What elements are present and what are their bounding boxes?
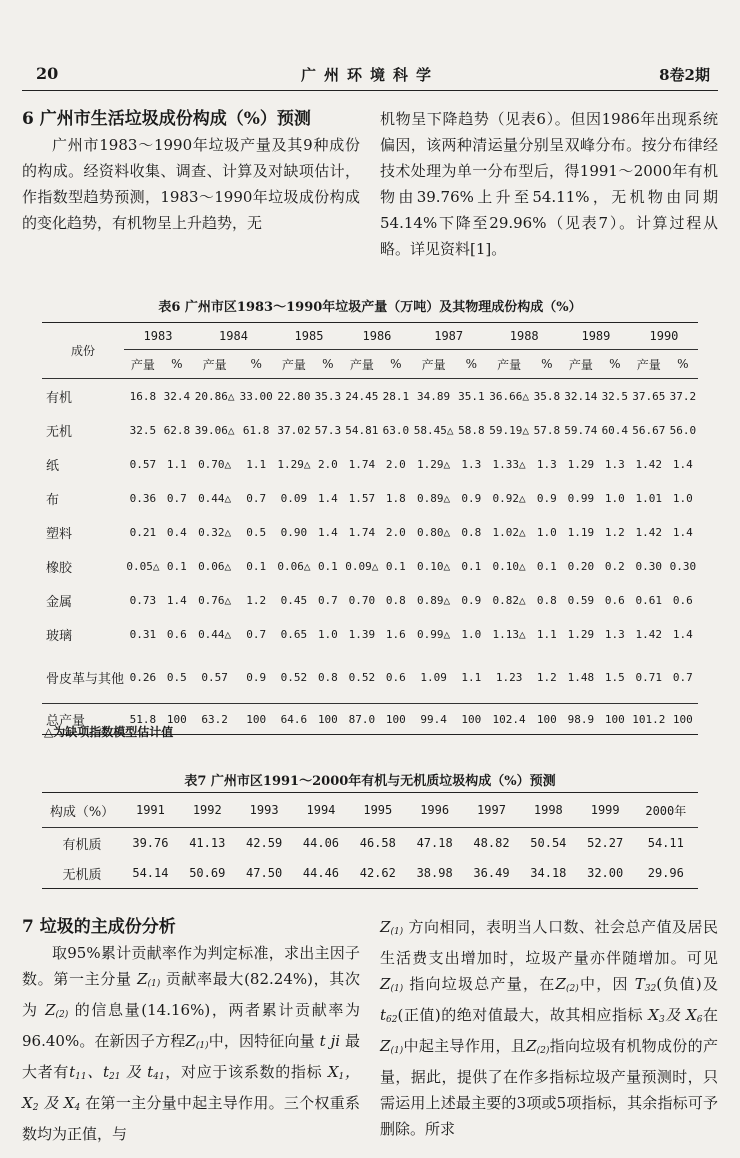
table6-cell: 1.8 <box>385 491 406 505</box>
table7-cell: 38.98 <box>416 866 453 880</box>
table6-cell: 0.99 <box>567 491 595 505</box>
table-row <box>42 858 698 889</box>
table6-cell: 1.48 <box>567 670 595 684</box>
table6-percent-subheader: % <box>456 350 486 379</box>
table6-cell: 100 <box>237 704 275 735</box>
table6-cell: 87.0 <box>343 704 381 735</box>
table6-cell: 1.1 <box>166 457 187 471</box>
text-span: 取95%累计贡献率作为判定标准，求出主因子数。第一主分量 <box>22 944 360 988</box>
table6-year-header: 1983 <box>124 323 192 350</box>
table6-output-subheader: 产量 <box>486 350 531 379</box>
table7-row-header: 构成（%） <box>42 793 122 828</box>
symbol-x3-x6: $X_3$及 $X_6$ <box>648 1006 703 1025</box>
table6-cell: 100 <box>456 704 486 735</box>
table6-cell: 1.1 <box>246 457 267 471</box>
table6-cell: 1.3 <box>604 457 625 471</box>
table6-output-subheader: 产量 <box>275 350 313 379</box>
table6-cell: 0.9 <box>536 491 557 505</box>
table6-cell: 1.2 <box>246 593 267 607</box>
running-header <box>22 62 718 91</box>
table6-cell: 1.23 <box>495 670 523 684</box>
table6-cell: 100 <box>668 704 698 735</box>
text-span: 指向垃圾有机物成份的产量，据此，提供了在作多指标垃圾产量预测时，只需运用上述最主要的3项或5项指标，其余指标可予删除。所求 <box>380 1037 718 1138</box>
table7-year-header: 1999 <box>577 793 634 828</box>
table6-cell: 63.2 <box>192 704 237 735</box>
section6-right-column <box>380 106 718 262</box>
table6-cell: 64.6 <box>275 704 313 735</box>
table-row <box>42 617 698 651</box>
text-span: 最大者有 <box>22 1032 360 1081</box>
table6-cell: 32.4 <box>163 389 191 403</box>
table6-cell: 0.6 <box>385 670 406 684</box>
table6-cell: 24.45 <box>345 389 379 403</box>
table6-cell: 0.6 <box>166 627 187 641</box>
table7-cell: 48.82 <box>473 836 510 850</box>
text-span: 中起主导作用，且 <box>403 1037 527 1055</box>
table7-row-label: 有机质 <box>62 837 102 853</box>
table6-cell: 0.6 <box>672 593 693 607</box>
section7-left-column <box>22 914 360 1147</box>
table6-cell: 100 <box>162 704 192 735</box>
table6-cell: 0.7 <box>246 627 267 641</box>
table6-output-subheader: 产量 <box>124 350 162 379</box>
table6-cell: 56.0 <box>669 423 697 437</box>
table6-cell: 0.99△ <box>417 627 451 641</box>
table6-cell: 1.3 <box>604 627 625 641</box>
symbol-Z2: $Z_{(2)}$ <box>526 1037 550 1056</box>
table6-cell: 63.0 <box>382 423 410 437</box>
table6-cell: 1.4 <box>317 525 338 539</box>
table6-cell: 99.4 <box>411 704 456 735</box>
table6-row-label: 无机 <box>46 424 73 440</box>
table6-cell: 0.32△ <box>198 525 232 539</box>
table7-cell: 42.62 <box>359 866 396 880</box>
table7-row-label: 无机质 <box>62 867 102 883</box>
table6-percent-subheader: % <box>532 350 562 379</box>
table7-cell: 36.49 <box>473 866 510 880</box>
table6-cell: 0.9 <box>246 670 267 684</box>
symbol-Z2: $Z_{(2)}$ <box>45 1001 69 1020</box>
table6-cell: 0.1 <box>246 559 267 573</box>
table7-year-header: 1995 <box>349 793 406 828</box>
table6-cell: 1.39 <box>348 627 376 641</box>
table6-year-header: 1988 <box>486 323 562 350</box>
table6-cell: 1.0 <box>672 491 693 505</box>
table7-header-row <box>42 793 698 828</box>
table6-year-header: 1987 <box>411 323 487 350</box>
table6-cell: 0.76△ <box>198 593 232 607</box>
table6-cell: 61.8 <box>242 423 270 437</box>
table6-cell: 54.81 <box>345 423 379 437</box>
table7-cell: 41.13 <box>189 836 226 850</box>
table6-cell: 1.4 <box>672 457 693 471</box>
table6-cell: 1.1 <box>461 670 482 684</box>
table6-cell: 35.1 <box>458 389 485 403</box>
table6-percent-subheader: % <box>600 350 630 379</box>
table6-cell: 102.4 <box>486 704 531 735</box>
table6-cell: 100 <box>600 704 630 735</box>
table6-cell: 0.8 <box>461 525 482 539</box>
table6-cell: 0.9 <box>461 593 482 607</box>
table7-cell: 54.14 <box>132 866 169 880</box>
issue-label: 8卷2期 <box>659 66 710 84</box>
table-row <box>42 651 698 704</box>
table6-cell: 0.59 <box>567 593 595 607</box>
table7-cell: 29.96 <box>647 866 684 880</box>
table7-cell: 47.18 <box>416 836 453 850</box>
table6-cell: 0.52 <box>348 670 376 684</box>
section6-paragraph-1: 广州市1983～1990年垃圾产量及其9种成份的构成。经资料收集、调查、计算及对缺项估计，作指数型趋势预测，1983～1990年垃圾成份构成的变化趋势，有机物呈上升趋势，无 <box>22 136 360 232</box>
table6-cell: 33.00 <box>239 389 273 403</box>
symbol-x-list: $X_1$，$X_2$ 及 $X_4$ <box>22 1063 360 1113</box>
table6-cell: 62.8 <box>163 423 191 437</box>
table6-cell: 0.1 <box>166 559 187 573</box>
table6-cell: 0.70△ <box>198 457 232 471</box>
table6-cell: 0.2 <box>604 559 625 573</box>
section6-heading: 6 广州市生活垃圾成份构成（%）预测 <box>22 109 311 129</box>
section7-left-paragraph <box>22 940 360 1147</box>
table-row <box>42 515 698 549</box>
table6-output-subheader: 产量 <box>411 350 456 379</box>
table6-cell: 2.0 <box>385 457 406 471</box>
table-row <box>42 828 698 859</box>
table6-cell: 0.21 <box>129 525 157 539</box>
table6-cell: 1.42 <box>635 525 663 539</box>
table7-year-header: 1992 <box>179 793 236 828</box>
table-row <box>42 413 698 447</box>
text-span: 在 <box>702 1006 718 1024</box>
table6-cell: 1.2 <box>536 670 557 684</box>
table6-cell: 22.80 <box>277 389 311 403</box>
table7-cell: 46.58 <box>359 836 396 850</box>
table6-row-label: 玻璃 <box>46 628 73 644</box>
table6-cell: 0.10△ <box>492 559 526 573</box>
table6-cell: 2.0 <box>317 457 338 471</box>
table6-cell: 0.45 <box>280 593 308 607</box>
table6-cell: 1.29 <box>567 627 595 641</box>
table7-cell: 50.69 <box>189 866 226 880</box>
table6-year-header: 1990 <box>630 323 698 350</box>
table6-cell: 37.2 <box>669 389 697 403</box>
table7-cell: 42.59 <box>246 836 283 850</box>
text-span: 在第一主分量中起主导作用。三个权重系数均为正值，与 <box>22 1094 360 1143</box>
table6-cell: 1.4 <box>317 491 338 505</box>
table6-cell: 0.1 <box>536 559 557 573</box>
table6-cell: 1.02△ <box>492 525 526 539</box>
table6-cell: 37.02 <box>277 423 311 437</box>
table6-cell: 1.29 <box>567 457 595 471</box>
table6-cell: 1.3 <box>536 457 557 471</box>
table6-cell: 0.65 <box>280 627 308 641</box>
table-row <box>42 549 698 583</box>
table6-caption: 表6 广州市区1983～1990年垃圾产量（万吨）及其物理成份构成（%） <box>158 300 582 315</box>
text-span: 的信息量(14.16%)，两者累计贡献率为96.40%。在新因子方程 <box>22 1001 360 1050</box>
table6-cell: 0.4 <box>166 525 187 539</box>
text-span: 方向相同，表明当人口数、社会总产值及居民生活费支出增加时，垃圾产量亦伴随增加。可见 <box>380 918 718 967</box>
table7-cell: 39.76 <box>132 836 169 850</box>
table6-cell: 0.44△ <box>198 627 232 641</box>
table6-cell: 0.36 <box>129 491 157 505</box>
table6-cell: 0.06△ <box>277 559 311 573</box>
table6-cell: 0.57 <box>201 670 228 684</box>
table6-cell: 0.9 <box>461 491 482 505</box>
table6-cell: 1.1 <box>536 627 557 641</box>
table6-cell: 1.19 <box>567 525 595 539</box>
symbol-Z2: $Z_{(2)}$ <box>555 975 579 994</box>
table6-year-row <box>42 323 698 350</box>
table6-cell: 0.7 <box>317 593 338 607</box>
table6-cell: 0.92△ <box>492 491 526 505</box>
table6-cell: 1.4 <box>672 525 693 539</box>
table6-cell: 1.57 <box>348 491 376 505</box>
table6-cell: 56.67 <box>632 423 666 437</box>
table7-cell: 47.50 <box>246 866 283 880</box>
table6-cell: 0.30 <box>635 559 663 573</box>
table6-cell: 2.0 <box>385 525 406 539</box>
table6-cell: 37.65 <box>632 389 666 403</box>
table6-note: △为缺项指数模型估计值 <box>44 725 174 739</box>
table6-year-header: 1986 <box>343 323 411 350</box>
table6-row-label: 有机 <box>46 390 73 406</box>
table6-cell: 0.1 <box>385 559 406 573</box>
table6-year-header: 1989 <box>562 323 630 350</box>
table7-cell: 32.00 <box>587 866 624 880</box>
table6-year-header: 1985 <box>275 323 343 350</box>
text-span: 中，因特征向量 <box>208 1032 315 1050</box>
table6-cell: 34.89 <box>417 389 451 403</box>
table6-cell: 59.19△ <box>489 423 529 437</box>
table6-cell: 1.29△ <box>277 457 311 471</box>
table6 <box>42 322 698 735</box>
table7-cell: 34.18 <box>530 866 567 880</box>
table6-cell: 1.29△ <box>417 457 451 471</box>
table6-cell: 39.06△ <box>194 423 235 437</box>
table7-year-header: 1997 <box>463 793 520 828</box>
table6-cell: 100 <box>532 704 562 735</box>
text-span: (负值)及 <box>656 975 718 993</box>
table6-cell: 1.0 <box>461 627 482 641</box>
section7-right-paragraph <box>380 914 718 1142</box>
table6-cell: 101.2 <box>630 704 668 735</box>
table6-cell: 1.09 <box>420 670 447 684</box>
journal-title: 广州环境科学 <box>300 66 439 84</box>
table6-cell: 1.13△ <box>492 627 526 641</box>
table6-cell: 57.3 <box>314 423 342 437</box>
table6-cell: 0.20 <box>567 559 595 573</box>
table6-percent-subheader: % <box>162 350 192 379</box>
table6-cell: 32.5 <box>129 423 157 437</box>
table6-cell: 0.57 <box>129 457 157 471</box>
table6-row-label: 骨皮革与其他 <box>46 671 125 687</box>
table6-cell: 58.8 <box>458 423 485 437</box>
table7-cell: 44.06 <box>302 836 340 850</box>
table6-cell: 1.3 <box>461 457 482 471</box>
table6-cell: 1.2 <box>604 525 625 539</box>
table7-caption: 表7 广州市区1991～2000年有机与无机质垃圾构成（%）预测 <box>184 774 556 789</box>
table6-cell: 35.8 <box>533 389 561 403</box>
table6-cell: 35.3 <box>314 389 342 403</box>
table7-cell: 50.54 <box>530 836 567 850</box>
table6-cell: 0.71 <box>635 670 663 684</box>
table6-cell: 0.6 <box>604 593 625 607</box>
table6-row-label: 总产量 <box>42 704 124 735</box>
table6-cell: 32.5 <box>601 389 629 403</box>
table-row <box>42 583 698 617</box>
table6-cell: 0.1 <box>461 559 482 573</box>
table6-cell: 0.8 <box>385 593 406 607</box>
table6-cell: 0.09△ <box>345 559 379 573</box>
symbol-T32: $T_{32}$ <box>634 975 657 994</box>
table6-cell: 0.06△ <box>198 559 232 573</box>
table6-output-subheader: 产量 <box>562 350 600 379</box>
table6-year-header: 1984 <box>192 323 275 350</box>
table6-row-label: 布 <box>46 492 60 508</box>
table6-cell: 32.14 <box>564 389 598 403</box>
section6-paragraph-2: 机物呈下降趋势（见表6）。但因1986年出现系统偏因，该两种清运量分别呈双峰分布。按分布律经技术处理为单一分布型后，得1991～2000年有机物由39.76%上升至54.11%，无机物由同期54.14%下降至29.96%（见表7）。计算过程从略。详见资料[1]。 <box>380 110 718 258</box>
table6-cell: 0.5 <box>246 525 267 539</box>
symbol-Z1: $Z_{(1)}$ <box>137 970 161 989</box>
table6-cell: 0.05△ <box>126 559 160 573</box>
table6-row-label: 塑料 <box>46 526 73 542</box>
table6-cell: 1.42 <box>635 457 663 471</box>
table6-cell: 20.86△ <box>194 389 235 403</box>
table6-percent-subheader: % <box>237 350 275 379</box>
table6-cell: 0.7 <box>246 491 267 505</box>
table6-cell: 0.10△ <box>417 559 451 573</box>
table7-year-header: 1994 <box>293 793 350 828</box>
symbol-tji: t ji <box>319 1032 341 1050</box>
table6-cell: 0.82△ <box>492 593 526 607</box>
table6-cell: 1.0 <box>604 491 625 505</box>
table6-cell: 58.45△ <box>413 423 454 437</box>
section7-right-column <box>380 914 718 1142</box>
table6-output-subheader: 产量 <box>192 350 237 379</box>
table6-cell: 100 <box>381 704 411 735</box>
table6-cell: 0.30 <box>669 559 697 573</box>
table6-row-header: 成份 <box>42 323 124 379</box>
table6-cell: 0.52 <box>280 670 308 684</box>
text-span: 中，因 <box>578 975 629 993</box>
table-row <box>42 379 698 414</box>
table6-cell: 98.9 <box>562 704 600 735</box>
table6-cell: 0.44△ <box>198 491 232 505</box>
section6-left-column <box>22 106 360 236</box>
table6-sublabel-row <box>42 350 698 379</box>
table6-cell: 1.42 <box>635 627 663 641</box>
text-span: ，对应于该系数的指标 <box>164 1063 323 1081</box>
text-span: 贡献率最大(82.24%)，其次为 <box>22 970 360 1019</box>
symbol-Z1: $Z_{(1)}$ <box>185 1032 209 1051</box>
table7-year-header: 2000年 <box>634 793 698 828</box>
table6-cell: 0.89△ <box>417 491 451 505</box>
symbol-Z1: $Z_{(1)}$ <box>380 975 404 994</box>
symbol-Z1: $Z_{(1)}$ <box>380 1037 404 1056</box>
symbol-t62: $t_{62}$ <box>380 1006 398 1025</box>
table6-cell: 1.0 <box>536 525 557 539</box>
table6-cell: 0.09 <box>280 491 308 505</box>
section7-heading: 7 垃圾的主成份分析 <box>22 917 176 937</box>
table7-cell: 54.11 <box>647 836 684 850</box>
table6-cell: 1.4 <box>166 593 187 607</box>
table6-cell: 0.1 <box>317 559 338 573</box>
table6-cell: 0.7 <box>672 670 693 684</box>
table7-cell: 44.46 <box>302 866 340 880</box>
table6-cell: 57.8 <box>533 423 561 437</box>
table6-cell: 0.90 <box>280 525 308 539</box>
table6-cell: 100 <box>313 704 343 735</box>
table6-cell: 60.4 <box>601 423 629 437</box>
symbol-Z1: $Z_{(1)}$ <box>380 918 404 937</box>
table6-cell: 0.73 <box>129 593 157 607</box>
table6-percent-subheader: % <box>313 350 343 379</box>
table6-cell: 0.89△ <box>417 593 451 607</box>
table-row <box>42 481 698 515</box>
table6-percent-subheader: % <box>668 350 698 379</box>
page-number: 20 <box>36 64 59 83</box>
table6-cell: 51.8 <box>124 704 162 735</box>
table6-cell: 0.8 <box>536 593 557 607</box>
table6-cell: 16.8 <box>129 389 157 403</box>
table7-year-header: 1993 <box>236 793 293 828</box>
table6-cell: 1.5 <box>604 670 625 684</box>
table6-cell: 1.33△ <box>492 457 526 471</box>
text-span: (正值)的绝对值最大，故其相应指标 <box>397 1006 643 1024</box>
table6-cell: 0.31 <box>129 627 157 641</box>
table7-year-header: 1996 <box>406 793 463 828</box>
table6-output-subheader: 产量 <box>343 350 381 379</box>
table6-cell: 0.70 <box>348 593 376 607</box>
table-row <box>42 447 698 481</box>
table6-cell: 59.74 <box>564 423 598 437</box>
table7-year-header: 1998 <box>520 793 577 828</box>
table6-cell: 1.74 <box>348 525 376 539</box>
table6-row-label: 橡胶 <box>46 560 73 576</box>
table6-cell: 0.61 <box>635 593 663 607</box>
text-span: 指向垃圾总产量，在 <box>409 975 556 993</box>
table6-cell: 0.26 <box>129 670 157 684</box>
table6-cell: 1.4 <box>672 627 693 641</box>
table6-cell: 28.1 <box>382 389 410 403</box>
table7 <box>42 792 698 889</box>
table6-cell: 36.66△ <box>489 389 529 403</box>
table6-cell: 1.0 <box>317 627 338 641</box>
table6-cell: 0.5 <box>166 670 187 684</box>
table6-cell: 0.7 <box>166 491 187 505</box>
symbol-t-list: $t_{11}$、$t_{21}$ 及 $t_{41}$ <box>69 1063 165 1082</box>
table6-cell: 0.80△ <box>417 525 451 539</box>
table7-year-header: 1991 <box>122 793 179 828</box>
table6-cell: 0.8 <box>317 670 338 684</box>
table6-row-label: 纸 <box>46 458 60 474</box>
table6-output-subheader: 产量 <box>630 350 668 379</box>
table6-cell: 1.01 <box>635 491 663 505</box>
table6-cell: 1.74 <box>348 457 376 471</box>
table7-cell: 52.27 <box>587 836 624 850</box>
table6-percent-subheader: % <box>381 350 411 379</box>
table6-row-label: 金属 <box>46 594 73 610</box>
table6-cell: 1.6 <box>385 627 406 641</box>
